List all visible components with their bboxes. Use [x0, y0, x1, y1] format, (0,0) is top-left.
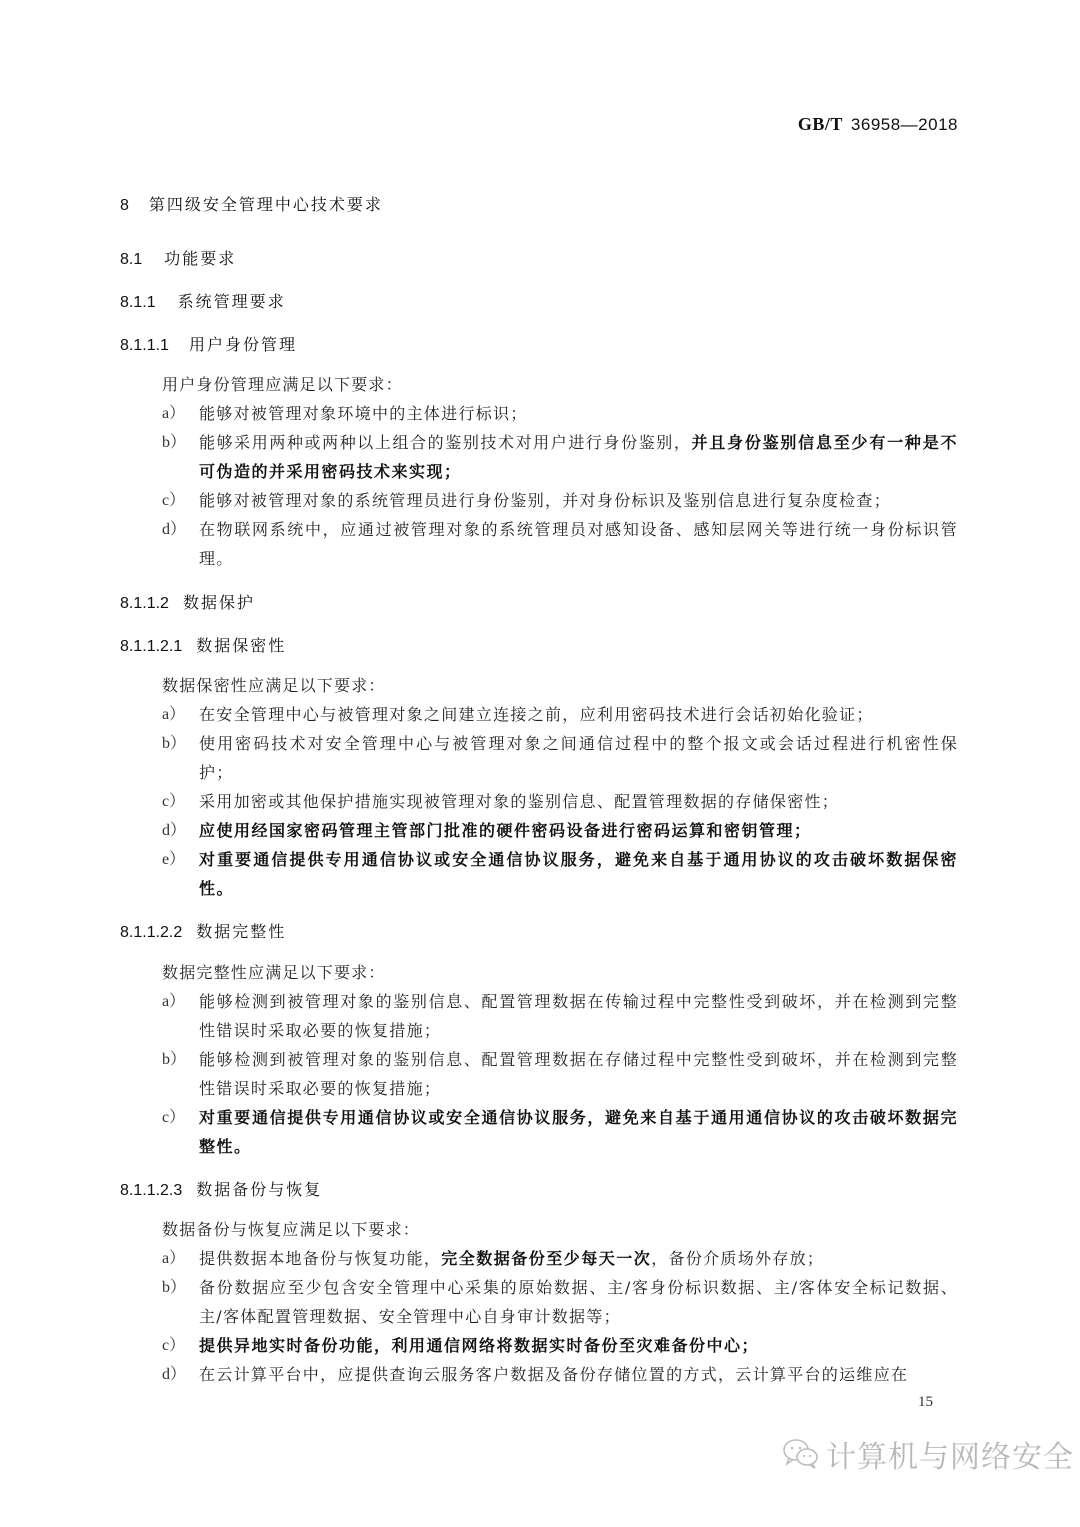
item-text: 备份数据应至少包含安全管理中心采集的原始数据、主/客身份标识数据、主/客体安全标记数据、主/客体配置管理数据、安全管理中心自身审计数据等； [199, 1278, 958, 1326]
list-marker: d） [162, 1366, 187, 1383]
list-item [162, 1331, 958, 1360]
list-item [162, 1103, 958, 1161]
list-item [162, 700, 958, 729]
item-text-bold: 提供异地实时备份功能，利用通信网络将数据实时备份至灾难备份中心； [199, 1336, 760, 1355]
item-text: 能够对被管理对象环境中的主体进行标识； [199, 404, 528, 423]
item-text-bold: 应使用经国家密码管理主管部门批准的硬件密码设备进行密码运算和密钥管理； [199, 821, 812, 840]
standard-prefix: GB/T [797, 114, 843, 134]
list-marker: e） [162, 851, 186, 868]
list-marker: a） [162, 706, 186, 723]
item-text: 能够对被管理对象的系统管理员进行身份鉴别，并对身份标识及鉴别信息进行复杂度检查； [199, 491, 892, 510]
section-number: 8.1.1.2.3 [120, 1182, 183, 1199]
section-heading-8-1 [120, 246, 236, 269]
list-marker: c） [162, 793, 186, 810]
item-text-bold: 并且身份鉴别信息至少有一种是不可伪造的并采用密码技术来实现； [199, 433, 958, 481]
section-heading-8-1-1-2 [120, 590, 255, 613]
list-item [162, 515, 958, 573]
section-number: 8.1.1 [120, 294, 156, 311]
list-marker: b） [162, 735, 187, 752]
section-number: 8.1.1.1 [120, 337, 169, 354]
section-number: 8.1.1.2.2 [120, 924, 183, 941]
item-text: 能够检测到被管理对象的鉴别信息、配置管理数据在传输过程中完整性受到破坏，并在检测到完整性错误时采取必要的恢复措施； [199, 992, 958, 1040]
list-marker: a） [162, 405, 186, 422]
section-heading-8-1-1-1 [120, 332, 297, 355]
list-item [162, 1360, 958, 1389]
list-marker: d） [162, 822, 187, 839]
watermark-text: 计算机与网络安全 [826, 1440, 1074, 1475]
list-item [162, 987, 958, 1045]
section-title: 数据保护 [182, 593, 255, 612]
section-heading-8-1-1-2-1 [120, 633, 286, 656]
item-text: 能够采用两种或两种以上组合的鉴别技术对用户进行身份鉴别， [199, 433, 692, 452]
section-number: 8.1.1.2 [120, 595, 169, 612]
section-number: 8.1.1.2.1 [120, 638, 183, 655]
item-text: 在安全管理中心与被管理对象之间建立连接之前，应利用密码技术进行会话初始化验证； [199, 705, 874, 724]
section-number: 8 [120, 197, 129, 214]
intro-paragraph: 数据完整性应满足以下要求： [162, 963, 386, 982]
watermark [782, 1432, 1074, 1476]
item-text-tail: ，备份介质场外存放； [651, 1249, 825, 1268]
item-text-bold: 对重要通信提供专用通信协议或安全通信协议服务，避免来自基于通用协议的攻击破坏数据保密性。 [199, 850, 958, 898]
item-text: 提供数据本地备份与恢复功能， [199, 1249, 442, 1268]
list-item [162, 816, 958, 845]
list-item [162, 729, 958, 787]
item-text: 使用密码技术对安全管理中心与被管理对象之间通信过程中的整个报文或会话过程进行机密性保护； [199, 734, 958, 782]
list-item [162, 428, 958, 486]
list-marker: b） [162, 1279, 187, 1296]
list-item [162, 787, 958, 816]
list-marker: b） [162, 1051, 187, 1068]
list-item [162, 486, 958, 515]
list-marker: a） [162, 1250, 186, 1267]
list-marker: a） [162, 993, 186, 1010]
section-title: 数据完整性 [196, 922, 287, 941]
section-title: 数据保密性 [196, 636, 287, 655]
list-marker: b） [162, 434, 187, 451]
list-marker: d） [162, 521, 187, 538]
section-title: 数据备份与恢复 [196, 1180, 323, 1199]
item-text: 在物联网系统中，应通过被管理对象的系统管理员对感知设备、感知层网关等进行统一身份标识管理。 [199, 520, 958, 568]
item-text: 在云计算平台中，应提供查询云服务客户数据及备份存储位置的方式，云计算平台的运维应在 [199, 1365, 909, 1384]
list-item [162, 1045, 958, 1103]
list-marker: c） [162, 492, 186, 509]
section-title: 第四级安全管理中心技术要求 [148, 195, 383, 214]
section-title: 用户身份管理 [188, 335, 297, 354]
list-marker: c） [162, 1109, 186, 1126]
intro-paragraph: 数据备份与恢复应满足以下要求： [162, 1220, 421, 1239]
list-item [162, 845, 958, 903]
section-heading-8-1-1-2-3 [120, 1177, 322, 1200]
list-item [162, 1244, 958, 1273]
wechat-icon [782, 1437, 820, 1471]
section-heading-8 [120, 192, 383, 215]
section-title: 功能要求 [164, 249, 237, 268]
item-text-bold: 对重要通信提供专用通信协议或安全通信协议服务，避免来自基于通用通信协议的攻击破坏数据完整性。 [199, 1108, 958, 1156]
item-text: 采用加密或其他保护措施实现被管理对象的鉴别信息、配置管理数据的存储保密性； [199, 792, 840, 811]
section-heading-8-1-1 [120, 289, 286, 312]
page-number: 15 [918, 1394, 933, 1410]
standard-code [798, 114, 958, 135]
list-marker: c） [162, 1337, 186, 1354]
section-title: 系统管理要求 [177, 292, 286, 311]
section-heading-8-1-1-2-2 [120, 919, 286, 942]
intro-paragraph: 用户身份管理应满足以下要求： [162, 375, 403, 394]
intro-paragraph: 数据保密性应满足以下要求： [162, 676, 386, 695]
list-item [162, 1273, 958, 1331]
list-item [162, 399, 958, 428]
section-number: 8.1 [120, 251, 143, 268]
item-text-bold: 完全数据备份至少每天一次 [441, 1249, 652, 1268]
standard-number: 36958—2018 [850, 115, 958, 134]
item-text: 能够检测到被管理对象的鉴别信息、配置管理数据在存储过程中完整性受到破坏，并在检测到完整性错误时采取必要的恢复措施； [199, 1050, 958, 1098]
